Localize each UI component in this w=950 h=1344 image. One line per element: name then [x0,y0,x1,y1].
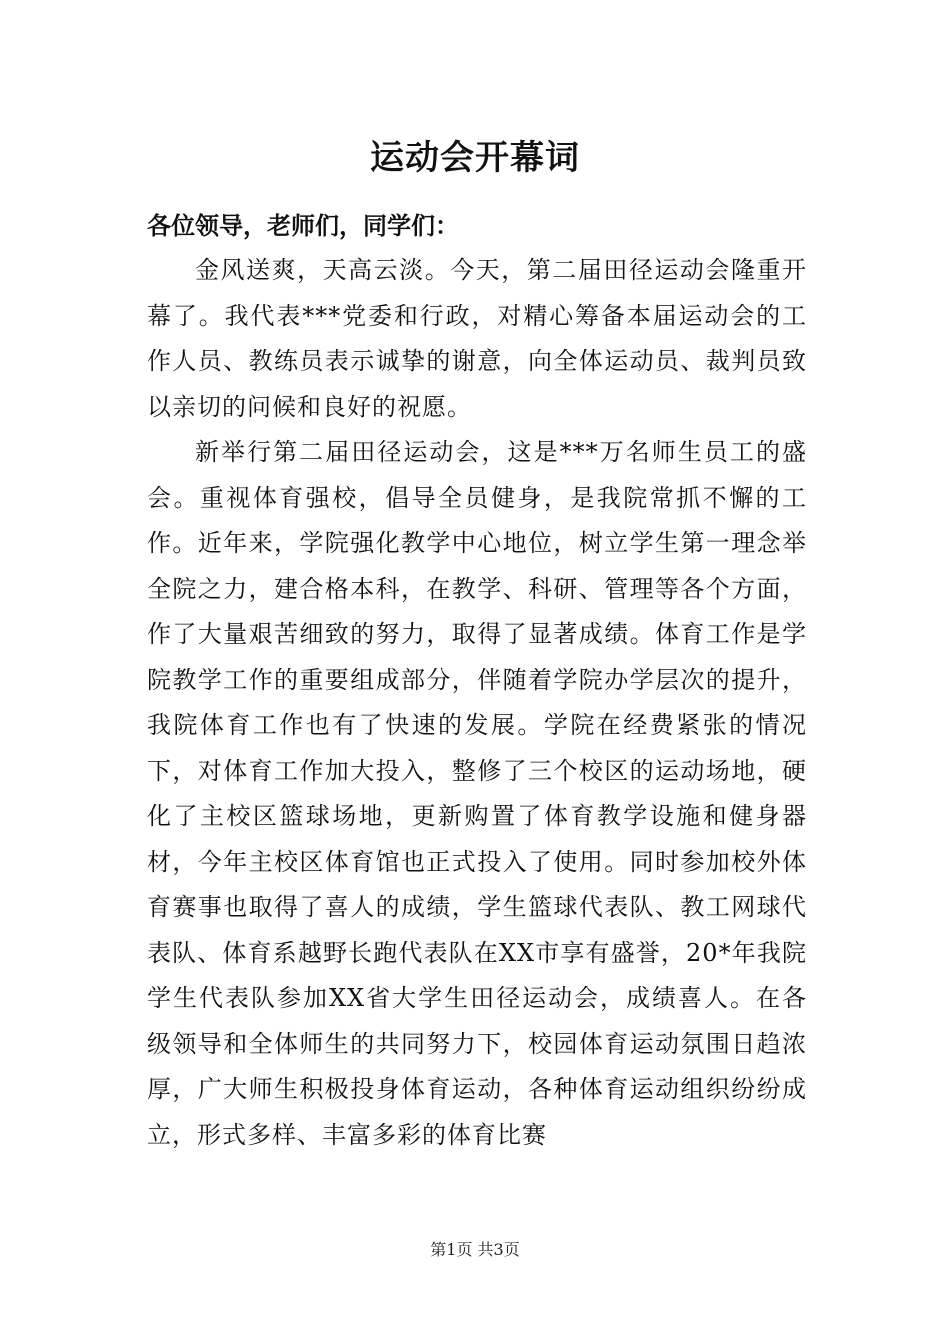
document-body [147,248,807,1158]
page-number-footer: 第1页 共3页 [430,1240,520,1259]
salutation: 各位领导，老师们，同学们： [147,211,459,240]
paragraph: 新举行第二届田径运动会，这是***万名师生员工的盛会。重视体育强校，倡导全员健身，是我院常抓不懈的工作。近年来，学院强化教学中心地位，树立学生第一理念举全院之力，建合格本科，在教学、科研、管理等各个方面，作了大量艰苦细致的努力，取得了显著成绩。体育工作是学院教学工作的重要组成部分，伴随着学院办学层次的提升，我院体育工作也有了快速的发展。学院在经费紧张的情况下，对体育工作加大投入，整修了三个校区的运动场地，硬化了主校区篮球场地，更新购置了体育教学设施和健身器材，今年主校区体育馆也正式投入了使用。同时参加校外体育赛事也取得了喜人的成绩，学生篮球代表队、教工网球代表队、体育系越野长跑代表队在XX市享有盛誉，20*年我院学生代表队参加XX省大学生田径运动会，成绩喜人。在各级领导和全体师生的共同努力下，校园体育运动氛围日趋浓厚，广大师生积极投身体育运动，各种体育运动组织纷纷成立，形式多样、丰富多彩的体育比赛 [147,438,807,1149]
document-title: 运动会开幕词 [370,138,580,178]
paragraph: 金风送爽，天高云淡。今天，第二届田径运动会隆重开幕了。我代表***党委和行政，对精心筹备本届运动会的工作人员、教练员表示诚挚的谢意，向全体运动员、裁判员致以亲切的问候和良好的祝愿。 [147,256,807,421]
